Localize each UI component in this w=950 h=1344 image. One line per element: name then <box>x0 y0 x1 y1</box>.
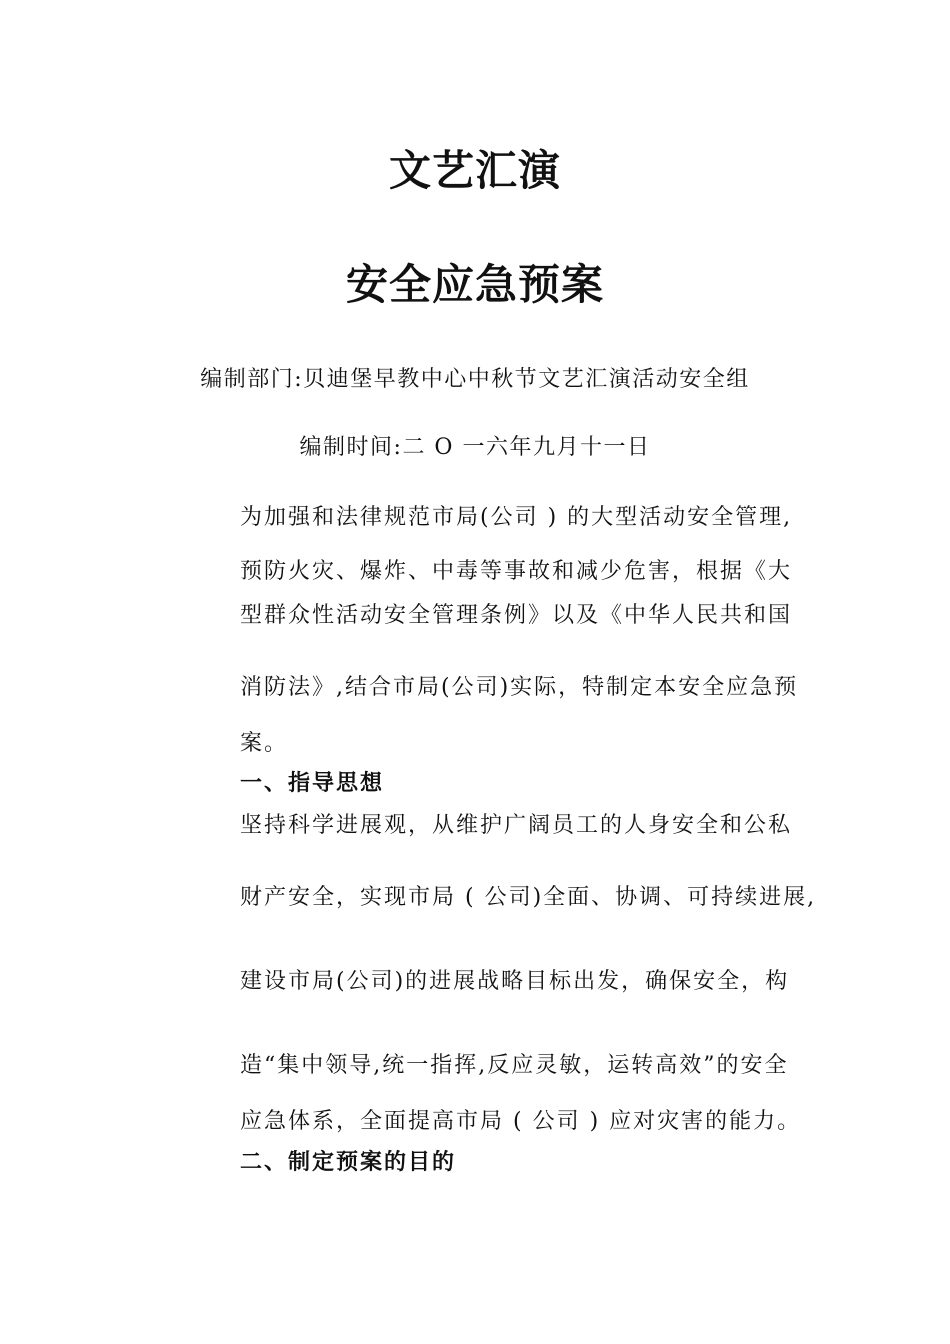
intro-line: 型群众性活动安全管理条例》以及《中华人民共和国 <box>240 603 793 628</box>
intro-line: 案。 <box>240 731 289 756</box>
section1-line: 财产安全，实现市局 ( 公司)全面、协调、可持续进展, <box>240 885 817 910</box>
document-subtitle: 安全应急预案 <box>345 260 604 309</box>
section1-line: 建设市局(公司)的进展战略目标出发，确保安全，构 <box>240 969 790 994</box>
intro-line: 预防火灾、爆炸、中毒等事故和减少危害，根据《大 <box>240 559 793 584</box>
section1-line: 造“集中领导,统一指挥,反应灵敏，运转高效”的安全 <box>240 1053 789 1078</box>
document-title: 文艺汇演 <box>388 146 561 195</box>
date-line: 编制时间:二 O 一六年九月十一日 <box>299 435 651 460</box>
section-heading-guiding-ideology: 一、指导思想 <box>240 770 385 796</box>
department-line: 编制部门:贝迪堡早教中心中秋节文艺汇演活动安全组 <box>200 367 750 392</box>
section1-line: 应急体系，全面提高市局 ( 公司 ) 应对灾害的能力。 <box>240 1109 802 1134</box>
section1-line: 坚持科学进展观，从维护广阔员工的人身安全和公私 <box>240 813 793 838</box>
intro-line: 消防法》,结合市局(公司)实际，特制定本安全应急预 <box>240 675 799 700</box>
section-heading-plan-purpose: 二、制定预案的目的 <box>240 1149 457 1175</box>
intro-line: 为加强和法律规范市局(公司 ) 的大型活动安全管理, <box>240 505 793 530</box>
